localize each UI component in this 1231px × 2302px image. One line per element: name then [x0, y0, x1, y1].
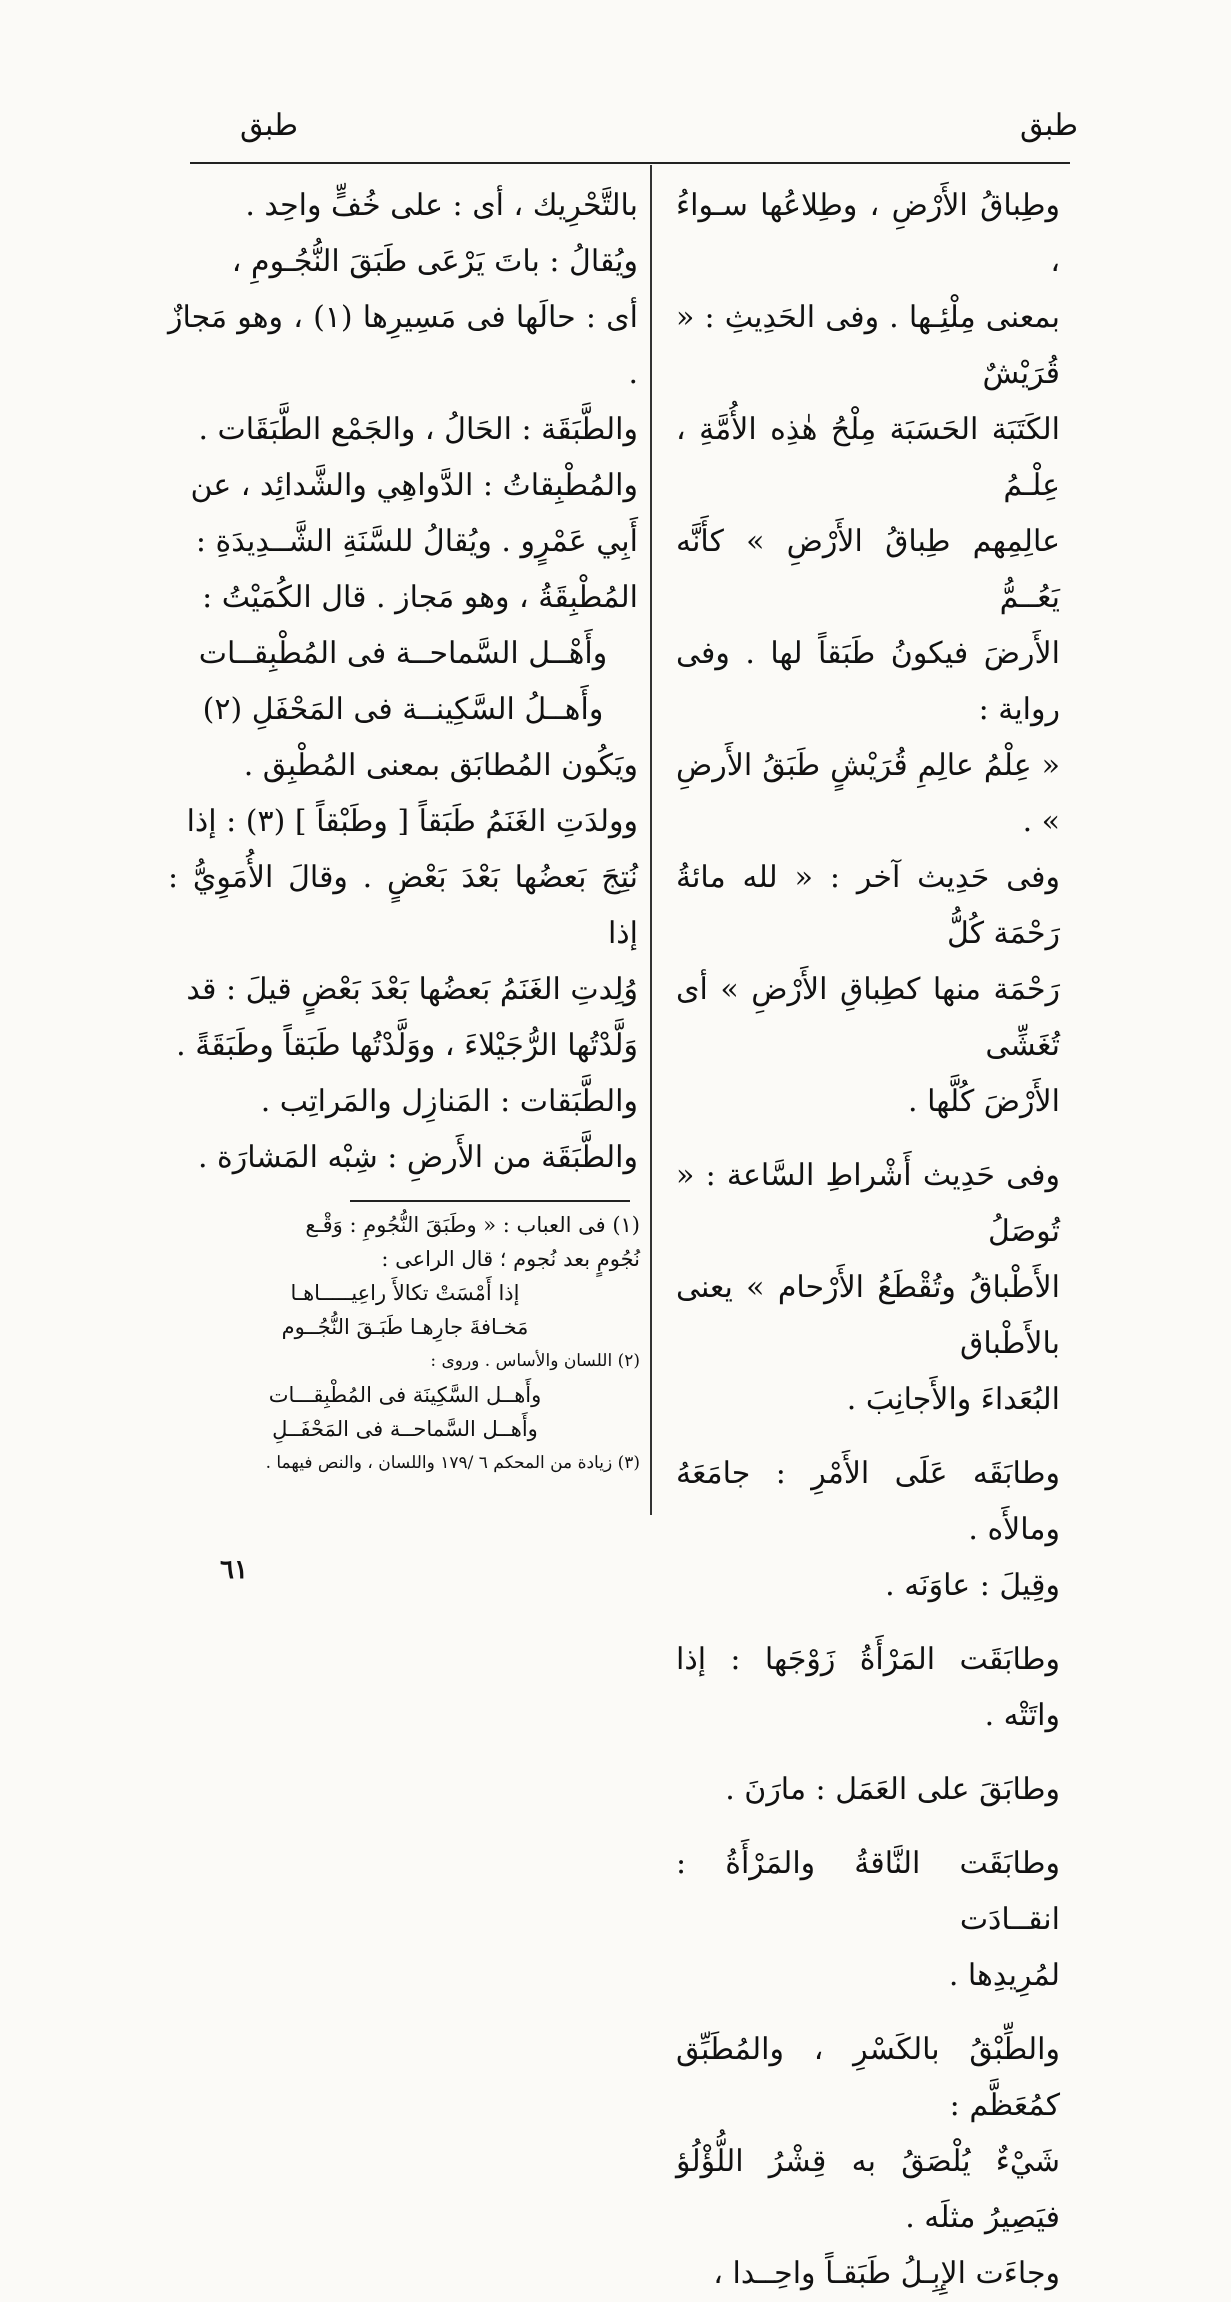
left-column: [168, 178, 638, 1186]
text-line: والطَّبَقات : المَنازِل والمَراتِب .: [260, 1084, 638, 1119]
text-line: « عِلْمُ عالِمِ قُرَيْشٍ طَبَقُ الأَرضِ » .: [676, 748, 1060, 839]
text-line: الأَرضَ فيكونُ طَبَقاً لها . وفى رواية :: [676, 636, 1060, 727]
footnote-line: (٣) زيادة من المحكم ٦ /١٧٩ واللسان ، والنص فيهما .: [265, 1453, 640, 1473]
footnotes: [170, 1208, 640, 1480]
poem-line: وأَهْــل السَّماحــة فى المُطْبِقــات: [198, 636, 608, 671]
header-rule: [190, 162, 1070, 164]
text-line: ويَكُون المُطابَق بمعنى المُطْبِق .: [243, 748, 638, 783]
text-line: رَحْمَة منها كطِباقِ الأَرْضِ » أى تُغَشِّى: [676, 972, 1060, 1063]
footnote-line: (١) فى العباب : « وطَبَقَ النُّجُومِ : وَقْـع: [305, 1213, 640, 1237]
right-column: [676, 178, 1060, 2302]
footnote-verse: وأَهــل السَّكِينَة فى المُطْبِقـــات: [268, 1383, 542, 1407]
text-line: لمُرِيدِها .: [948, 1958, 1060, 1993]
text-line: أى : حالَها فى مَسِيرِها (١) ، وهو مَجازٌ .: [168, 300, 638, 391]
text-line: وطابَقَت النَّاقةُ والمَرْأَةُ : انقــادَت: [676, 1846, 1060, 1937]
text-line: بالتَّحْرِيك ، أى : على خُفٍّ واحِد .: [245, 188, 638, 223]
header-right-word: طبق: [1020, 108, 1078, 143]
text-line: وجاءَت الإِبِـلُ طَبَقـاً واحِــدا ،: [713, 2256, 1060, 2291]
text-line: وولدَتِ الغَنَمُ طَبَقاً [ وطَبْقاً ] (٣) : إذا: [186, 804, 638, 839]
text-line: ويُقالُ : باتَ يَرْعَى طَبَقَ النُّجُـومِ ،: [231, 244, 638, 279]
footnote-line: نُجُومٍ بعد نُجوم ؛ قال الراعى :: [381, 1247, 640, 1271]
text-line: وقِيلَ : عاوَنَه .: [885, 1568, 1060, 1603]
footnote-verse: مَخـافةَ جارِهـا طَبَـقَ النُّجُــوم: [281, 1315, 529, 1339]
footnote-verse: إذا أَمْسَتْ تكالأَ راعِيـــــاهـا: [290, 1281, 520, 1305]
text-line: والطَّبَقَة من الأَرضِ : شِبْه المَشارَة .: [197, 1140, 638, 1175]
page-number: ٦١: [220, 1555, 248, 1585]
footnote-line: (٢) اللسان والأساس . وروى :: [430, 1351, 640, 1371]
footnote-verse: وأَهــل السَّماحــة فى المَحْفَــلِ: [272, 1417, 538, 1441]
text-line: عالِمِهم طِباقُ الأَرْضِ » كأَنَّه يَعُــمُّ: [676, 524, 1060, 615]
footnote-rule: [350, 1200, 630, 1202]
text-line: وطابَقَت المَرْأَةُ زَوْجَها : إذا واتَتْه .: [676, 1642, 1060, 1733]
text-line: وطِباقُ الأَرْضِ ، وطِلاعُها سـواءُ ،: [676, 188, 1060, 279]
column-divider: [650, 165, 652, 1515]
text-line: بمعنى مِلْئِـها . وفى الحَدِيثِ : « قُرَيْشٌ: [676, 300, 1060, 391]
text-line: الأَطْباقُ وتُقْطَعُ الأَرْحام » يعنى بالأَطْباق: [676, 1270, 1060, 1361]
text-line: المُطْبِقَةُ ، وهو مَجاز . قال الكُمَيْتُ :: [202, 580, 638, 615]
text-line: وطابَقَه عَلَى الأَمْرِ : جامَعَهُ ومالأَه .: [676, 1456, 1060, 1547]
header-left-word: طبق: [240, 108, 298, 143]
text-line: وفى حَدِيث آخر : « لله مائةُ رَحْمَة كُلُّ: [676, 860, 1060, 951]
text-line: وطابَقَ على العَمَل : مارَنَ .: [725, 1772, 1060, 1807]
text-line: والطَّبَقَة : الحَالُ ، والجَمْع الطَّبَقَات .: [198, 412, 638, 447]
text-line: وفى حَدِيث أَشْراطِ السَّاعة : « تُوصَلُ: [676, 1158, 1060, 1249]
text-line: نُتِجَ بَعضُها بَعْدَ بَعْضٍ . وقالَ الأُمَوِيُّ : إذا: [168, 860, 638, 951]
text-line: البُعَداءَ والأَجانِبَ .: [846, 1382, 1060, 1417]
text-line: الكَتَبَة الحَسَبَة مِلْحُ هٰذِه الأُمَّةِ ، عِلْـمُ: [676, 412, 1060, 503]
text-line: وَلَّدْتُها الرُّجَيْلاءَ ، ووَلَّدْتُها طَبَقاً وطَبَقَةً .: [176, 1028, 638, 1063]
text-line: أَبِي عَمْرٍو . ويُقالُ للسَّنَةِ الشَّــدِيدَةِ :: [195, 524, 638, 559]
text-line: الأَرْضَ كُلَّها .: [908, 1084, 1060, 1119]
text-line: والطِّبْقُ بالكَسْرِ ، والمُطَبِّق كمُعَظَّم :: [676, 2032, 1060, 2123]
text-line: والمُطْبِقاتُ : الدَّواهِي والشَّدائِد ، عن: [190, 468, 638, 503]
text-line: شَيْءٌ يُلْصَقُ به قِشْرُ اللُّؤْلُؤ فيَصِيرُ مثلَه .: [676, 2144, 1060, 2235]
poem-line: وأَهــلُ السَّكِينــة فى المَحْفَلِ (٢): [202, 692, 604, 727]
text-line: وُلِدتِ الغَنَمُ بَعضُها بَعْدَ بَعْضٍ قيلَ : قد: [186, 972, 638, 1007]
